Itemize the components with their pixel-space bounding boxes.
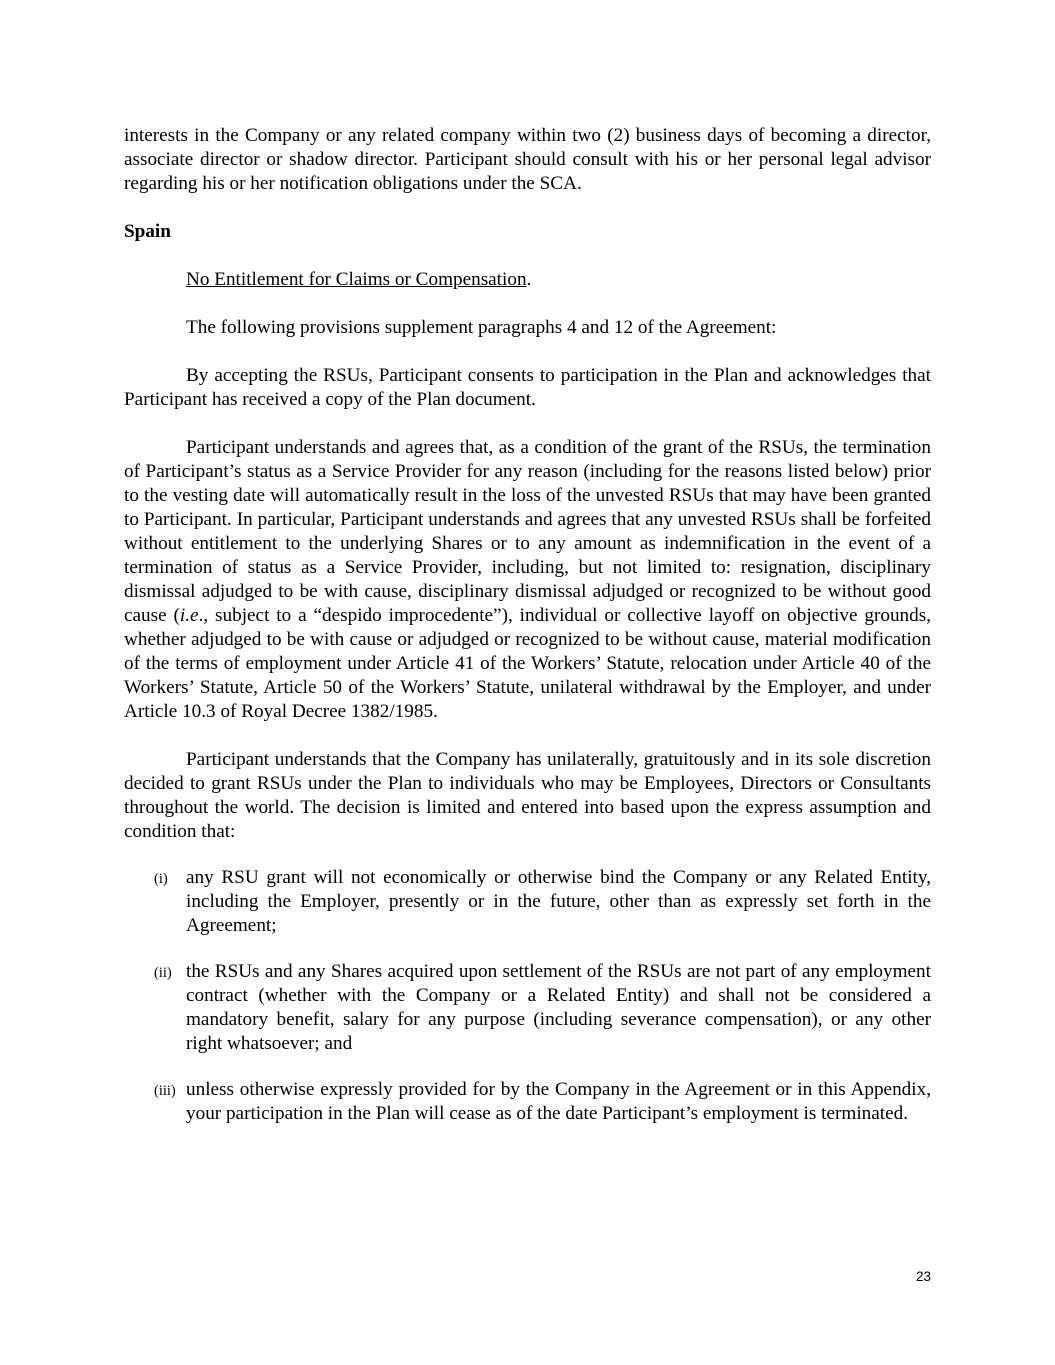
list-item-label: (iii): [154, 1083, 176, 1099]
paragraph-unilateral-grant: Participant understands that the Company has unilaterally, gratuitously and in its sole discretion decided to grant RSUs under the Plan to individuals who may be Employees, Directors or Consultants throughout the world. The decision is limited and entered into based upon the express assumption and condition that:: [124, 749, 931, 842]
list-item-text: the RSUs and any Shares acquired upon settlement of the RSUs are not part of any employment contract (whether with the Company or a Related Entity) and shall not be considered a mandatory benefit, salary for any purpose (including severance compensation), or any other right whatsoever; and: [186, 961, 931, 1054]
paragraph-text-part: ., subject to a “despido improcedente”), individual or collective layoff on objective grounds, whether adjudged to be with cause or adjudged or recognized to be without cause, material modification of the terms of employment under Article 41 of the Workers’ Statute, relocation under Article 40 of the Workers’ Statute, Article 50 of the Workers’ Statute, unilateral withdrawal by the Employer, and under Article 10.3 of Royal Decree 1382/1985.: [124, 605, 931, 722]
subheading: [124, 268, 931, 292]
paragraph-text-part: Participant understands and agrees that, as a condition of the grant of the RSUs, the termination of Participant’s status as a Service Provider for any reason (including for the reasons listed below) prior to the vesting date will automatically result in the loss of the unvested RSUs that may have been granted to Participant. In particular, Participant understands and agrees that any unvested RSUs shall be forfeited without entitlement to the underlying Shares or to any amount as indemnification in the event of a termination of status as a Service Provider, including, but not limited to: resignation, disciplinary dismissal adjudged to be with cause, disciplinary dismissal adjudged or recognized to be without good cause (: [124, 437, 931, 626]
list-item-label: (ii): [154, 965, 172, 981]
subheading-period: .: [526, 269, 532, 290]
list-item-text: any RSU grant will not economically or otherwise bind the Company or any Related Entity, including the Employer, presently or in the future, other than as expressly set forth in the Agreement;: [186, 867, 931, 936]
page-number: 23: [915, 1269, 931, 1284]
list-item-text: unless otherwise expressly provided for by the Company in the Agreement or in this Appendix, your participation in the Plan will cease as of the date Participant’s employment is terminated.: [186, 1079, 931, 1124]
list-item: [124, 866, 931, 938]
page-content: [124, 124, 931, 1126]
subheading-underlined-text: No Entitlement for Claims or Compensation: [186, 269, 527, 290]
continuation-paragraph: interests in the Company or any related company within two (2) business days of becoming a director, associate director or shadow director. Participant should consult with his or her personal legal advisor regarding his or her notification obligations under the SCA.: [124, 125, 931, 194]
paragraph-provisions-supplement: The following provisions supplement paragraphs 4 and 12 of the Agreement:: [186, 317, 777, 338]
paragraph-termination-status: [124, 436, 931, 724]
section-heading-spain: Spain: [124, 221, 171, 242]
paragraph-accepting-rsus: By accepting the RSUs, Participant consents to participation in the Plan and acknowledges that Participant has received a copy of the Plan document.: [124, 365, 931, 410]
list-item: [124, 1078, 931, 1126]
list-item-label: (i): [154, 871, 168, 887]
italic-abbreviation: i.e: [179, 605, 199, 626]
list-item: [124, 960, 931, 1056]
